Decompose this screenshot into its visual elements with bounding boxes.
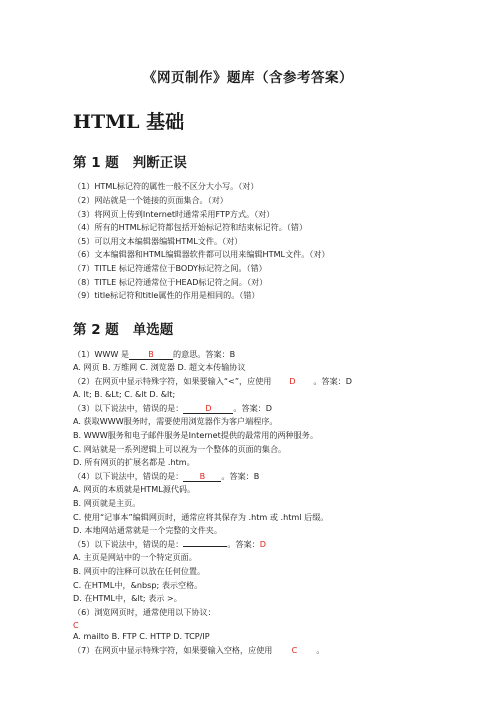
option: A. 主页是网站中的一个特定页面。 bbox=[73, 552, 197, 562]
option: D. 在HTML中，&lt; 表示 >。 bbox=[73, 593, 182, 603]
answer-blank: D bbox=[289, 376, 296, 386]
option: C. 使用“记事本”编辑网页时，通常应将其保存为 .htm 或 .html 后缀。 bbox=[73, 512, 329, 522]
tf-item: （4）所有的HTML标记符都包括开始标记符和结束标记符。（错） bbox=[73, 222, 308, 232]
answer-letter: D bbox=[259, 539, 266, 549]
answer-blank: C bbox=[291, 645, 298, 655]
answer-blank: D bbox=[183, 403, 233, 414]
section1-number: 第 1 题 bbox=[73, 155, 119, 171]
question-1: （1）WWW 是 B 的意思。答案：B bbox=[73, 349, 236, 359]
option: A. 获取WWW服务时，需要使用浏览器作为客户端程序。 bbox=[73, 416, 278, 426]
question-5: （5）以下说法中，错误的是： 。答案：D bbox=[73, 539, 266, 549]
question-7: （7）在网页中显示特殊字符，如果要输入空格，应使用 C 。 bbox=[73, 645, 325, 655]
tf-item: （5）可以用文本编辑器编辑HTML文件。（对） bbox=[73, 236, 243, 246]
question-3: （3）以下说法中，错误的是： D 。答案：D bbox=[73, 403, 272, 413]
section1-heading bbox=[73, 151, 187, 171]
option: D. 所有网页的扩展名都是 .htm。 bbox=[73, 457, 195, 467]
tf-item: （8）TITLE 标记符通常位于HEAD标记符之间。（对） bbox=[73, 277, 268, 287]
option: B. 网页中的注释可以放在任何位置。 bbox=[73, 566, 206, 576]
tf-item: （7）TITLE 标记符通常位于BODY标记符之间。（错） bbox=[73, 263, 267, 273]
tf-item: （3）将网页上传到Internet时通常采用FTP方式。（对） bbox=[73, 209, 275, 219]
answer-blank: B bbox=[129, 349, 173, 360]
answer-blank bbox=[183, 546, 227, 547]
section2-number: 第 2 题 bbox=[73, 322, 119, 338]
option: C. 在HTML中，&nbsp; 表示空格。 bbox=[73, 580, 203, 590]
option: B. 网页就是主页。 bbox=[73, 498, 141, 508]
question-2-options: A. lt; B. &Lt; C. &lt D. &lt; bbox=[73, 389, 176, 399]
question-4: （4）以下说法中，错误的是： B 。答案：B bbox=[73, 471, 260, 481]
question-2: （2）在网页中显示特殊字符，如果要输入“<”，应使用 D 。答案：D bbox=[73, 376, 352, 386]
question-6-options bbox=[73, 620, 79, 631]
answer-blank: B bbox=[183, 471, 221, 482]
section1-name: 判断正误 bbox=[132, 155, 187, 171]
heading-html-basics: HTML 基础 bbox=[73, 111, 185, 133]
option: D. 本地网站通常就是一个完整的文件夹。 bbox=[73, 525, 222, 535]
tf-item: （1）HTML标记符的属性一般不区分大小写。（对） bbox=[73, 181, 259, 191]
question-6: （6）浏览网页时，通常使用以下协议： bbox=[73, 607, 216, 617]
option: C. 网站就是一系列逻辑上可以视为一个整体的页面的集合。 bbox=[73, 444, 287, 454]
section2-name: 单选题 bbox=[132, 322, 174, 338]
document-title: 《网页制作》题库（含参考答案） bbox=[143, 70, 353, 86]
section2-heading bbox=[73, 318, 173, 338]
tf-item: （9）title标记符和title属性的作用是相同的。（错） bbox=[73, 290, 260, 300]
tf-item: （6）文本编辑器和HTML编辑器软件都可以用来编辑HTML文件。（对） bbox=[73, 249, 330, 259]
tf-item: （2）网站就是一个链接的页面集合。（对） bbox=[73, 195, 228, 205]
question-1-options: A. 网页 B. 万维网 C. 浏览器 D. 超文本传输协议 bbox=[73, 362, 246, 372]
answer-letter: C bbox=[73, 620, 79, 630]
option: A. 网页的本质就是HTML源代码。 bbox=[73, 484, 196, 494]
question-6-choices: A. mailto B. FTP C. HTTP D. TCP/IP bbox=[73, 631, 210, 641]
option: B. WWW服务和电子邮件服务是Internet提供的最常用的两种服务。 bbox=[73, 430, 318, 440]
